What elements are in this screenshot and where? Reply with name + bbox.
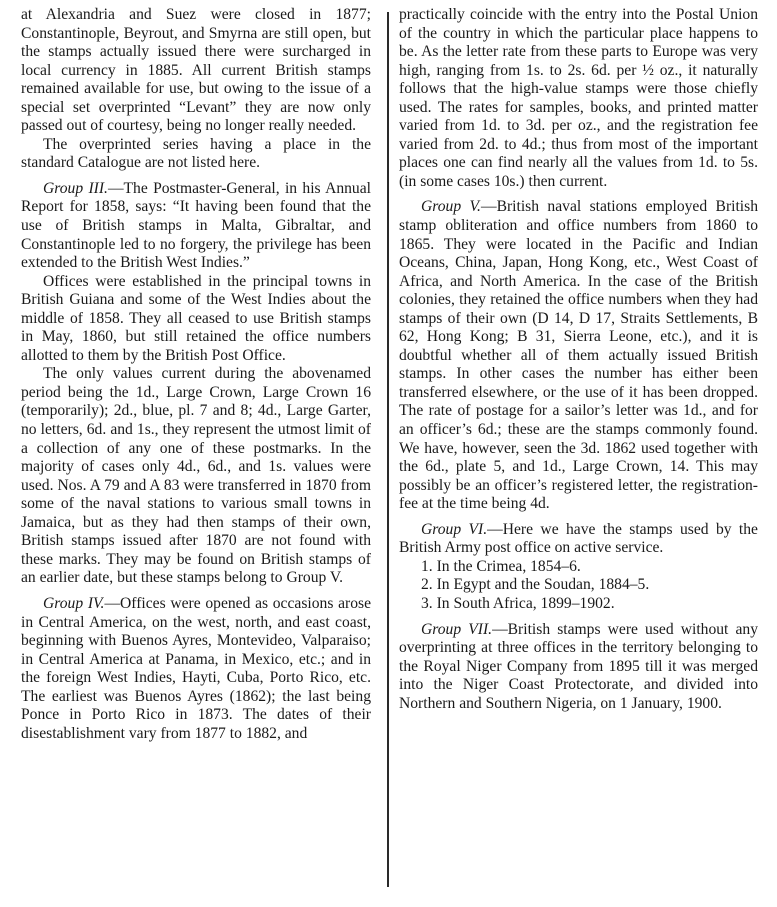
paragraph-group-vii — [399, 621, 758, 714]
group-v-heading: Group V. — [421, 198, 481, 216]
paragraph-group-iii — [21, 180, 371, 273]
left-column — [21, 6, 371, 743]
list-item-south-africa: 3. In South Africa, 1899–1902. — [421, 594, 615, 612]
group-v-text: —British naval stations employed British stamp obliteration and office numbers from 1860 to 1865. They were located in the Pacific and Indian Oceans, China, Japan, Hong Kong, etc., West Coast of Africa, and North America. In the case of the British colonies, they retained the office numbers when they had stamps of their own (D 14, D 17, Straits Settlements, B 62, Hong Kong; B 31, Sierra Leone, etc.), and it is doubtful whether all of them actually issued British stamps. In other cases the number has either been transferred elsewhere, or the use of it has been dropped. The rate of postage for a sailor’s letter was 1d., and for an officer’s 6d.; these are the stamps commonly found. We have, however, seen the 3d. 1862 used together with the 6d., plate 5, and 1d., Large Crown, 14. This may possibly be an officer’s registered letter, the registration-fee at the time being 4d. — [399, 198, 759, 513]
paragraph-postal-union: practically coincide with the entry into the Postal Union of the country in which the particular place happens to be. As the letter rate from these parts to Europe was very high, ranging from 1s. to 2s. 6d. per ½ oz., it naturally follows that the high-value stamps were those chiefly used. The rates for samples, books, and printed matter varied from 1d. to 3d. per oz., and the registration fee varied from 2d. to 4d.; thus from most of the important places one can find nearly all the values from 1d. to 5s. (in some cases 10s.) then current. — [399, 6, 758, 190]
group-iv-heading: Group IV. — [43, 594, 105, 612]
group-vi-heading: Group VI. — [421, 520, 488, 538]
column-divider — [387, 12, 389, 887]
group-vi-text: —Here we have the stamps used by the British Army post office on active service. — [399, 520, 758, 557]
paragraph-overprinted-series: The overprinted series having a place in the standard Catalogue are not listed here. — [21, 135, 371, 172]
group-iii-text: —The Postmaster-General, in his Annual Report for 1858, says: “It having been found that the use of British stamps in Malta, Gibraltar, and Constantinople led to no forgery, the privilege has been extended to the British West Indies.” — [21, 179, 371, 272]
paragraph-offices-established: Offices were established in the principal towns in British Guiana and some of the West Indies about the middle of 1858. They all ceased to use British stamps in May, 1860, but still retained the office numbers allotted to them by the British Post Office. — [21, 272, 371, 364]
group-vii-heading: Group VII. — [421, 620, 493, 638]
right-column — [399, 6, 758, 713]
group-iv-text: —Offices were opened as occasions arose in Central America, on the west, north, and east coast, beginning with Buenos Ayres, Montevideo, Valparaiso; in Central America at Panama, in Mexico, etc.; and in the foreign West Indies, Hayti, Cuba, Porto Rico, etc. The earliest was Buenos Ayres (1862); the last being Ponce in Porto Rico in 1873. The dates of their disestablishment vary from 1877 to 1882, and — [21, 594, 371, 742]
group-iii-heading: Group III. — [43, 179, 108, 197]
paragraph-values-current: The only values current during the abovenamed period being the 1d., Large Crown, Large Crown 16 (temporarily); 2d., blue, pl. 7 and 8; 4d., Large Garter, no letters, 6d. and 1s., they represent the utmost limit of a collection of any one of these postmarks. In the majority of cases only 4d., 6d., and 1s. values were used. Nos. A 79 and A 83 were transferred in 1870 from some of the naval stations to various small towns in Jamaica, but as they had then stamps of their own, British stamps issued after 1870 are not found with these marks. They may be found on British stamps of an earlier date, but these stamps belong to Group V. — [21, 365, 371, 587]
list-item-crimea: 1. In the Crimea, 1854–6. — [421, 557, 581, 575]
paragraph-group-vi — [399, 521, 758, 558]
paragraph-levant: at Alexandria and Suez were closed in 1877; Constantinople, Beyrout, and Smyrna are still open, but the stamps actually issued there were surcharged in local currency in 1885. All current British stamps remained available for use, but owing to the issue of a special set overprinted “Levant” they are now only passed out of courtesy, being no longer really needed. — [21, 6, 371, 135]
list-item-egypt: 2. In Egypt and the Soudan, 1884–5. — [421, 576, 650, 594]
paragraph-group-v — [399, 198, 758, 513]
group-vii-text: —British stamps were used without any overprinting at three offices in the territory belonging to the Royal Niger Company from 1895 till it was merged into the Niger Coast Protectorate, and divided into Northern and Southern Nigeria, on 1 January, 1900. — [399, 620, 758, 712]
paragraph-group-iv — [21, 595, 371, 743]
